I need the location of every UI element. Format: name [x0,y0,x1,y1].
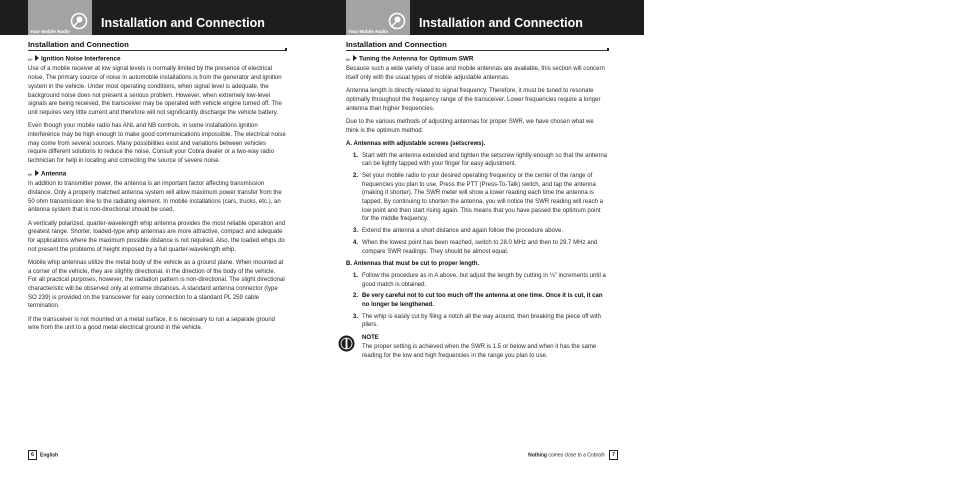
footer-language: English [40,452,59,459]
footer-slogan: comes close to a Cobra® [548,452,605,459]
note-title: NOTE [362,335,379,342]
paragraph: Due to the various methods of adjusting antennas for proper SWR, we have chosen what we think is the optimum method: [346,118,594,134]
tab-label: Your Mobile Radio [30,29,70,34]
list-item: 1. Start with the antenna extended and tighten the setscrew lightly enough so that the antenna can be lightly tapped with your finger for easy adjustment. [353,152,608,168]
paragraph: Because such a wide variety of base and mobile antennas are available, this section will concern itself only with the usual types of mobile adjustable antennas. [346,66,605,82]
paragraph: Use of a mobile receiver at low signal levels is normally limited by the presence of electrical noise. The primary source of noise in automobile installations is from the generator and ignition system in the vehicle. Under most operating conditions, when signal level is adequate, the background noise does not present a serious problem. However, when extremely low-level signals are being received, the transceiver may be operated with vehicle engine turned off. The unit requires very little current and therefore will not significantly discharge the vehicle battery. [28,66,282,116]
cobra-logo-icon [388,12,406,30]
page-title: Installation and Connection [101,16,265,30]
list-item: 3. Extend the antenna a short distance and again follow the procedure above. [353,228,564,235]
page-header [318,0,644,35]
paragraph: If the transceiver is not mounted on a metal surface, it is necessary to run a separate ground wire from the unit to a good metal electrical ground in the vehicle. [28,316,276,332]
page-title: Installation and Connection [419,16,583,30]
triangle-bullet-icon [35,55,39,61]
list-item: 1. Follow the procedure as in A above, but adjust the length by cutting in ⅛" increments until a good match is obtained. [353,272,606,288]
note-block [346,334,608,360]
triangle-bullet-icon [353,55,357,61]
list-item: 2. Be very careful not to cut too much off the antenna at one time. Once it is cut, it can no longer be lengthened. [353,293,603,309]
arrows-icon: ▸▸ [346,56,351,63]
arrows-icon: ▸▸ [28,56,33,63]
paragraph: Mobile whip antennas utilize the metal body of the vehicle as a ground plane. When mounted at a corner of the vehicle, they are slightly directional, in the direction of the body of the vehicle. For all practical purposes, however, the radiation pattern is non-directional. The slight directional characteristic will be observed only at extreme distances. A standard antenna connector (type SO 239) is provided on the transceiver for easy connection to a standard PL 259 cable termination. [28,259,285,310]
procedure-b-steps [346,272,608,330]
page-content [28,41,286,338]
list-item: 4. When the lowest point has been reached, switch to 28.0 MHz and then to 29.7 MHz and compare SWR readings. They should be almost equal. [353,239,598,255]
list-item: 3. The whip is easily cut by filing a notch all the way around, then breaking the piece off with pliers. [353,313,601,329]
left-page [0,0,320,477]
paragraph: In addition to transmitter power, the antenna is an important factor affecting transmission distance. Only a properly matched antenna system will allow maximum power transfer from the 50 ohm transmission line to the radiating element. In mobile installations (cars, trucks, etc.), an antenna system that is non-directional should be used. [28,181,282,214]
list-item: 2. Set your mobile radio to your desired operating frequency or the center of the range of frequencies you plan to use. Press the PTT (Press-To-Talk) switch, and tap the antenna (making it shorter). The SWR meter will show a lower reading each time the antenna is tapped. By continuing to shorten the antenna, you will notice the SWR reading will reach a low point and then start rising again. This means that you have passed the optimum point for the middle frequency. [353,172,604,223]
subheading-antenna: ▸▸ Antenna [28,170,67,178]
triangle-bullet-icon [35,170,39,176]
note-icon [338,335,355,352]
cobra-logo-icon [70,12,88,30]
page-header [0,0,320,35]
footer-slogan-bold: Nothing [528,452,547,459]
paragraph: A vertically polarized, quarter-wavelength whip antenna provides the most reliable operation and greatest range. Shorter, loaded-type whip antennas are more attractive, compact and adequate for applications where the maximum possible distance is not required. Also, the loaded whips do not present the problems of height imposed by a full quarter-wavelength whip. [28,220,286,253]
subheading-tuning-antenna: ▸▸ Tuning the Antenna for Optimum SWR [346,55,474,63]
page-number: 6 [28,450,37,460]
page-footer [528,450,618,460]
section-heading: Installation and Connection [28,41,286,51]
procedure-a-steps [346,152,608,257]
procedure-b-label: B. Antennas that must be cut to proper length. [346,261,480,268]
page-number: 7 [609,450,618,460]
tab-label: Your Mobile Radio [348,29,388,34]
subheading-ignition-noise: ▸▸ Ignition Noise Interference [28,55,121,63]
procedure-a-label: A. Antennas with adjustable screws (setscrews). [346,140,486,147]
right-page [318,0,644,477]
page-content [346,41,608,360]
paragraph: Antenna length is directly related to signal frequency. Therefore, it must be tuned to resonate optimally throughout the frequency range of the transceiver. Lower frequencies require a longer antenna than higher frequencies. [346,88,601,112]
note-text: The proper setting is achieved when the SWR is 1.5 or below and when it has the same reading for the low and high frequencies in the range you plan to use. [362,343,597,359]
arrows-icon: ▸▸ [28,171,33,178]
page-footer [28,450,58,460]
section-heading: Installation and Connection [346,41,608,51]
paragraph: Even though your mobile radio has ANL and NB controls, in some installations ignition interference may be high enough to make good communications impossible. The electrical noise may come from several sources. Many possibilities exist and variations between vehicles require different solutions to reduce the noise. Consult your Cobra dealer or a two-way radio technician for help in locating and correcting the source of severe noise. [28,123,286,164]
